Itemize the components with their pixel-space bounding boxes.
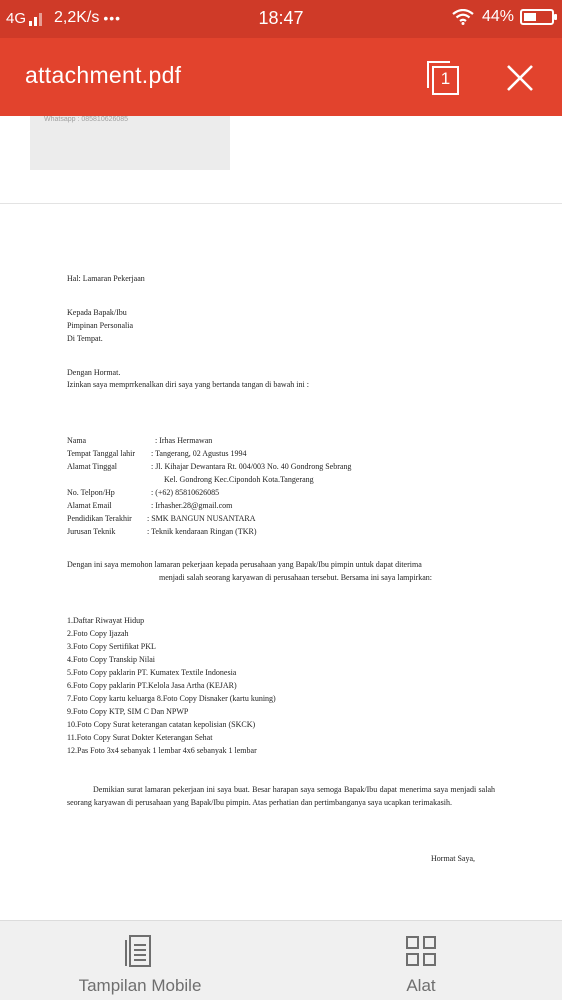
- pdf-viewer[interactable]: [0, 116, 562, 920]
- page-count-button[interactable]: [422, 58, 462, 98]
- previous-page-fragment: [30, 116, 230, 170]
- attachment-item: 10.Foto Copy Surat keterangan catatan kepolisian (SKCK): [67, 720, 256, 729]
- tools-button[interactable]: [321, 921, 521, 1000]
- attachment-item: 11.Foto Copy Surat Dokter Keterangan Sehat: [67, 733, 213, 742]
- greeting: Dengan Hormat.: [67, 368, 121, 377]
- document-view-icon: [125, 935, 155, 967]
- recipient-line: Kepada Bapak/Ibu: [67, 308, 127, 317]
- personal-name: Nama : Irhas Hermawan: [67, 436, 213, 445]
- tools-label: Alat: [406, 976, 436, 995]
- network-speed: 2,2K/s: [54, 9, 100, 26]
- letter-subject: Hal: Lamaran Pekerjaan: [67, 274, 145, 283]
- recipient-line: Di Tempat.: [67, 334, 103, 343]
- previous-page-text: Whatsapp : 085810626085: [44, 116, 129, 123]
- wifi-icon: [452, 9, 474, 25]
- battery-icon: [520, 9, 554, 25]
- attachment-item: 4.Foto Copy Transkip Nilai: [67, 655, 156, 664]
- intro-line: Izinkan saya memprrkenalkan diri saya yang bertanda tangan di bawah ini :: [67, 380, 309, 389]
- mobile-view-button[interactable]: [40, 921, 240, 1000]
- file-title: attachment.pdf: [25, 62, 182, 88]
- app-bar: [0, 38, 562, 116]
- personal-birth: Tempat Tanggal lahir : Tangerang, 02 Agustus 1994: [67, 449, 247, 458]
- more-dots: •••: [103, 10, 122, 26]
- personal-major: Jurusan Teknik : Teknik kendaraan Ringan (TKR): [67, 527, 257, 536]
- status-right: [452, 8, 554, 26]
- personal-address-continued: Kel. Gondrong Kec.Cipondoh Kota.Tangerang: [164, 475, 314, 484]
- close-icon: [500, 58, 540, 98]
- network-type: 4G: [6, 9, 27, 27]
- attachment-item: 6.Foto Copy paklarin PT.Kelola Jasa Artha (KEJAR): [67, 681, 237, 690]
- personal-email: Alamat Email : Irhasher.28@gmail.com: [67, 501, 233, 510]
- attachment-item: 9.Foto Copy KTP, SIM C Dan NPWP: [67, 707, 189, 716]
- status-bar: [0, 0, 562, 38]
- personal-education: Pendidikan Terakhir : SMK BANGUN NUSANTARA: [67, 514, 256, 523]
- attachment-item: 5.Foto Copy paklarin PT. Kumatex Textile Indonesia: [67, 668, 237, 677]
- closing-paragraph: Demikian surat lamaran pekerjaan ini saya buat. Besar harapan saya semoga Bapak/Ibu dapat menerima saya menjadi salah seorang karyawan di perusahaan yang Bapak/Ibu pimpin. Atas perhatian dan pertimbanganya saya ucapkan terimakasih.: [67, 785, 495, 807]
- attachment-item: 3.Foto Copy Sertifikat PKL: [67, 642, 156, 651]
- application-paragraph-continued: menjadi salah seorang karyawan di perusahaan tersebut. Bersama ini saya lampirkan:: [159, 573, 433, 582]
- mobile-view-label: Tampilan Mobile: [78, 976, 202, 995]
- close-button[interactable]: [500, 58, 540, 98]
- application-paragraph: Dengan ini saya memohon lamaran pekerjaan kepada perusahaan yang Bapak/Ibu pimpin untuk dapat diterima: [67, 560, 422, 569]
- recipient-line: Pimpinan Personalia: [67, 321, 133, 330]
- clock: 18:47: [258, 8, 304, 28]
- personal-phone: No. Telpon/Hp : (+62) 85810626085: [67, 488, 220, 497]
- attachment-item: 12.Pas Foto 3x4 sebanyak 1 lembar 4x6 sebanyak 1 lembar: [67, 746, 257, 755]
- attachment-item: 2.Foto Copy Ijazah: [67, 629, 129, 638]
- page-separator: [0, 203, 562, 204]
- personal-address: Alamat Tinggal : Jl. Kihajar Dewantara Rt. 004/003 No. 40 Gondrong Sebrang: [67, 462, 352, 471]
- page-count: 1: [440, 69, 451, 88]
- sign-off: Hormat Saya,: [431, 854, 475, 863]
- battery-percent: 44%: [481, 8, 514, 25]
- grid-icon: [405, 935, 437, 967]
- bottom-toolbar: [0, 920, 562, 1000]
- attachment-item: 7.Foto Copy kartu keluarga 8.Foto Copy Disnaker (kartu kuning): [67, 694, 276, 703]
- attachment-item: 1.Daftar Riwayat Hidup: [67, 616, 145, 625]
